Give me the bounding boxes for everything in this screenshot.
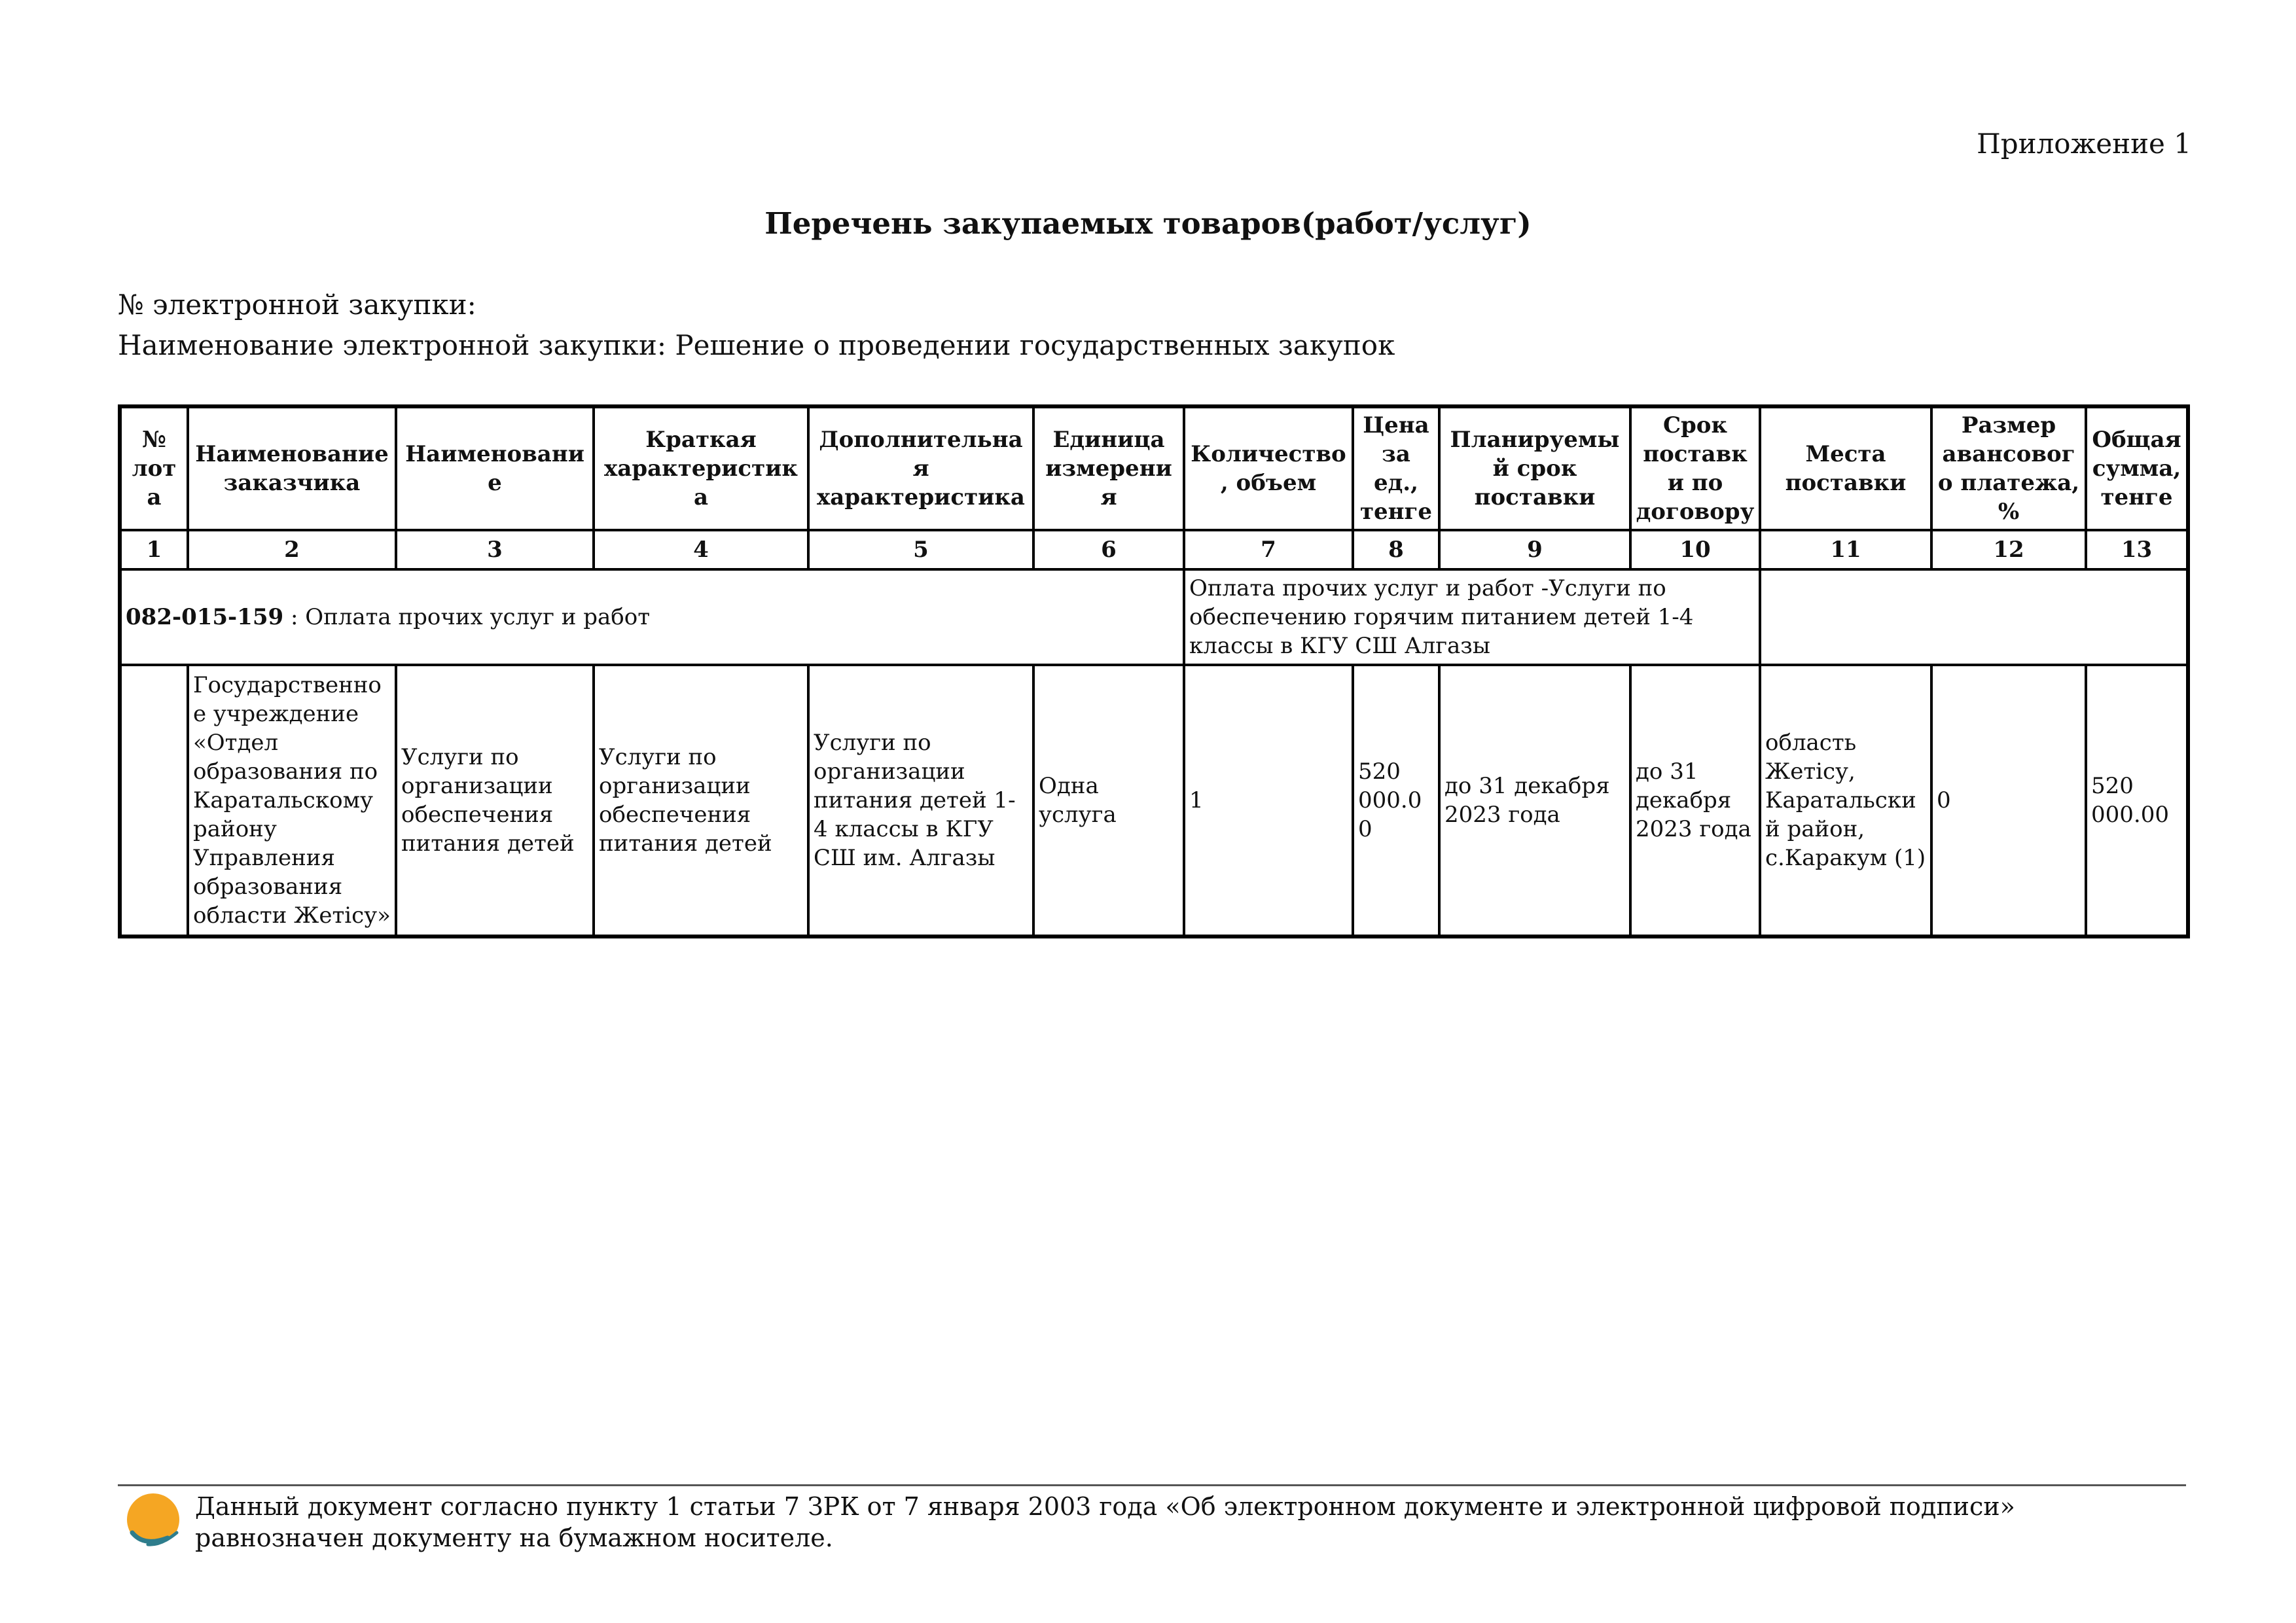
procurement-items-table xyxy=(118,404,2190,938)
lot-code: 082-015-159 xyxy=(126,604,284,630)
column-number: 11 xyxy=(1760,530,1931,569)
lot-group-name: : Оплата прочих услуг и работ xyxy=(283,604,651,630)
procurement-name-line: Наименование электронной закупки: Решение о проведении государственных закупок xyxy=(118,329,1395,361)
column-number: 8 xyxy=(1353,530,1439,569)
footer-divider xyxy=(118,1484,2186,1486)
appendix-label: Приложение 1 xyxy=(1977,128,2191,160)
advance-percent-cell: 0 xyxy=(1931,665,2086,936)
column-header: Дополнительная характеристика xyxy=(808,406,1033,530)
column-header: Наименование заказчика xyxy=(188,406,396,530)
contract-term-cell: до 31 декабря 2023 года xyxy=(1630,665,1760,936)
procurement-number-label: № электронной закупки: xyxy=(118,289,476,321)
table-row xyxy=(120,665,2188,936)
document-title: Перечень закупаемых товаров(работ/услуг) xyxy=(764,206,1532,241)
column-header: Места поставки xyxy=(1760,406,1931,530)
short-spec-cell: Услуги по организации обеспечения питания детей xyxy=(594,665,808,936)
column-number: 1 xyxy=(120,530,188,569)
legal-notice: Данный документ согласно пункту 1 статьи 7 ЗРК от 7 января 2003 года «Об электронном документе и электронной цифровой подписи» равнозначен документу на бумажном носителе. xyxy=(195,1492,2015,1552)
column-number: 10 xyxy=(1630,530,1760,569)
column-header: Размер авансового платежа, % xyxy=(1931,406,2086,530)
column-header: Единица измерения xyxy=(1033,406,1184,530)
column-number: 9 xyxy=(1439,530,1630,569)
name-cell: Услуги по организации обеспечения питания детей xyxy=(396,665,594,936)
column-number: 7 xyxy=(1184,530,1353,569)
column-header: № лота xyxy=(120,406,188,530)
column-number-row xyxy=(120,530,2188,569)
customer-cell: Государственное учреждение «Отдел образования по Каратальскому району Управления образования области Жетісу» xyxy=(188,665,396,936)
column-header: Цена за ед., тенге xyxy=(1353,406,1439,530)
unit-price-cell: 520 000.00 xyxy=(1353,665,1439,936)
unit-cell: Одна услуга xyxy=(1033,665,1184,936)
column-number: 5 xyxy=(808,530,1033,569)
egov-sun-logo-icon xyxy=(122,1489,186,1554)
column-number: 13 xyxy=(2086,530,2188,569)
extra-spec-cell: Услуги по организации питания детей 1-4 классы в КГУ СШ им. Алгазы xyxy=(808,665,1033,936)
total-cell: 520 000.00 xyxy=(2086,665,2188,936)
planned-term-cell: до 31 декабря 2023 года xyxy=(1439,665,1630,936)
column-number: 4 xyxy=(594,530,808,569)
quantity-cell: 1 xyxy=(1184,665,1353,936)
column-header: Наименование xyxy=(396,406,594,530)
column-header: Срок поставки по договору xyxy=(1630,406,1760,530)
column-number: 2 xyxy=(188,530,396,569)
lot-group-empty-cell xyxy=(1760,569,2188,665)
lot-group-cell xyxy=(120,569,1184,665)
delivery-place-cell: область Жетісу, Каратальский район, с.Каракум (1) xyxy=(1760,665,1931,936)
lot-group-description: Оплата прочих услуг и работ -Услуги по обеспечению горячим питанием детей 1-4 классы в КГУ СШ Алгазы xyxy=(1184,569,1760,665)
column-header: Планируемый срок поставки xyxy=(1439,406,1630,530)
lot-group-row xyxy=(120,569,2188,665)
column-number: 3 xyxy=(396,530,594,569)
column-header: Количество, объем xyxy=(1184,406,1353,530)
column-header: Общая сумма, тенге xyxy=(2086,406,2188,530)
table-header-row xyxy=(120,406,2188,530)
column-number: 6 xyxy=(1033,530,1184,569)
lot-number-cell xyxy=(120,665,188,936)
column-header: Краткая характеристика xyxy=(594,406,808,530)
column-number: 12 xyxy=(1931,530,2086,569)
